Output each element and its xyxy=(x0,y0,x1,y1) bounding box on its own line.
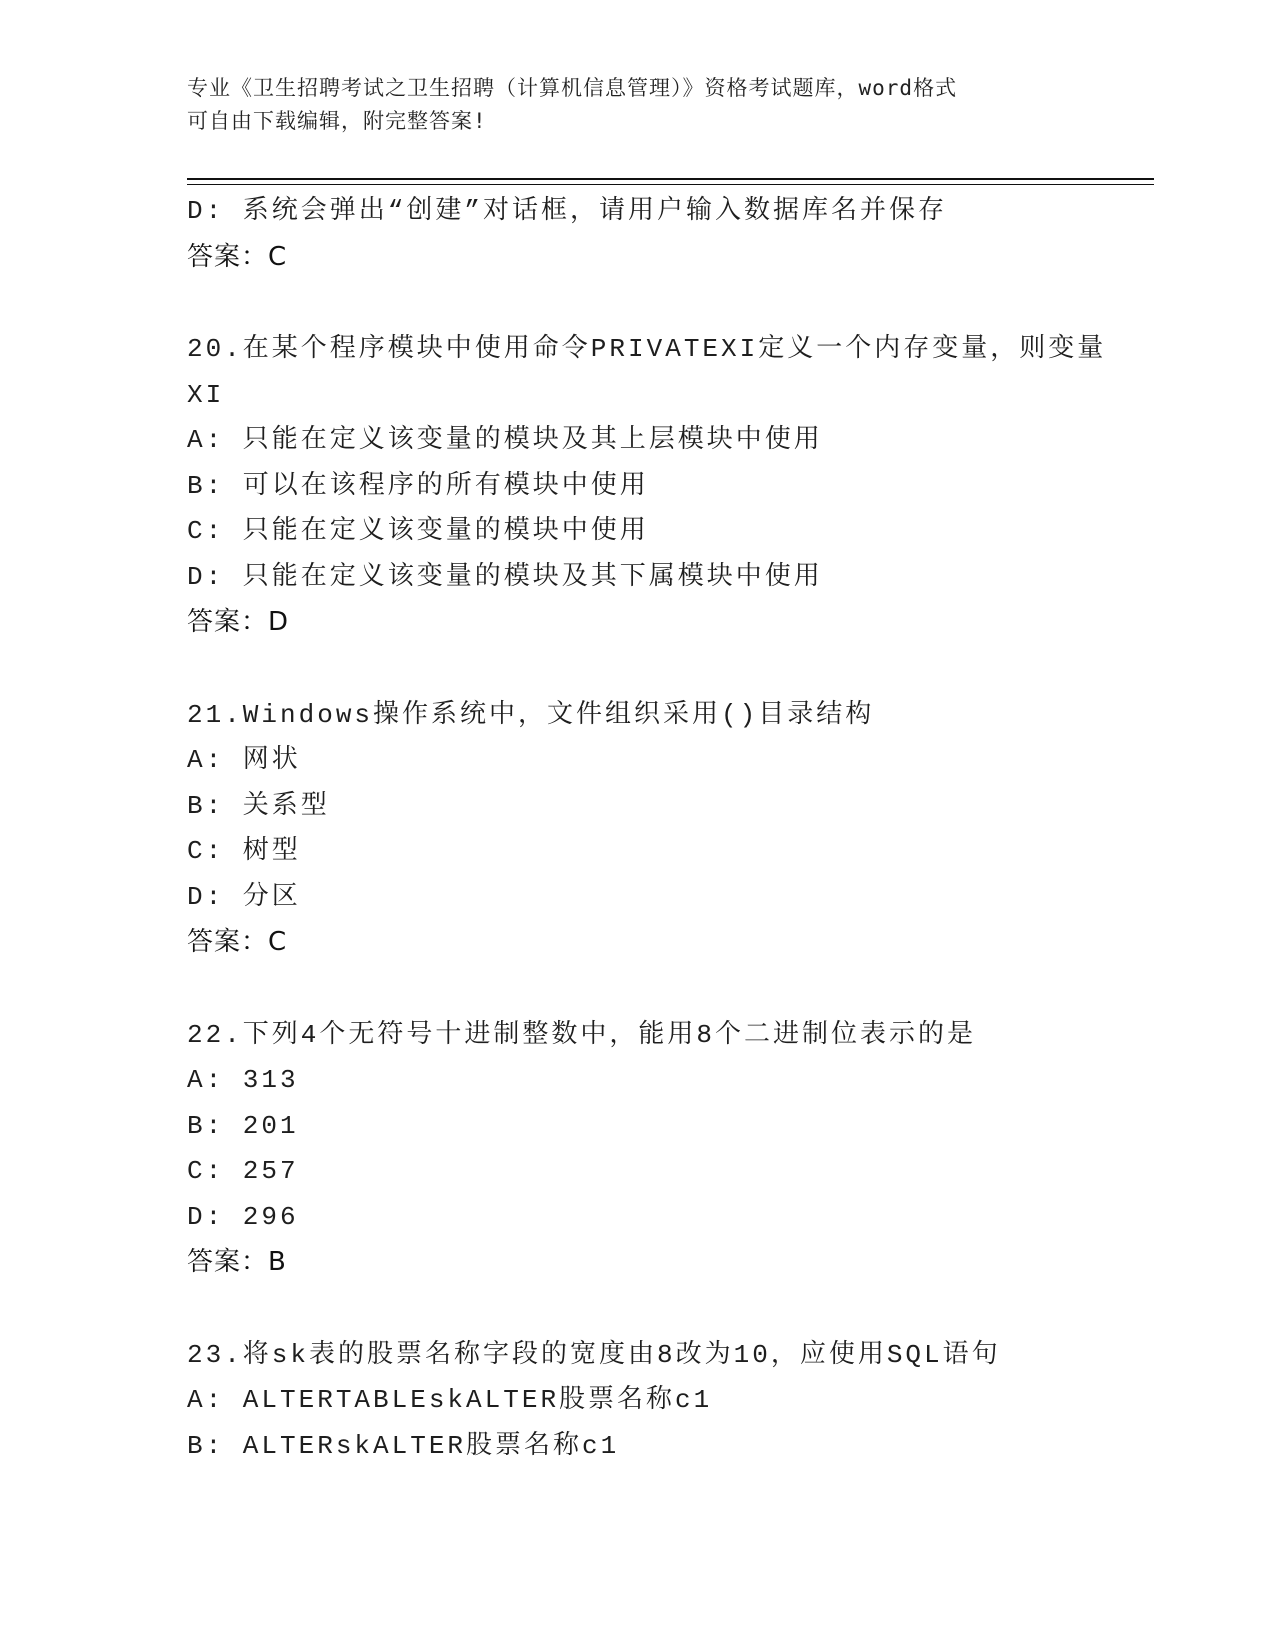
q21-option-d: D: 分区 xyxy=(187,881,301,912)
spacer xyxy=(187,646,1087,693)
q20-option-a: A: 只能在定义该变量的模块及其上层模块中使用 xyxy=(187,425,823,455)
q23-option-a: A: ALTERTABLEskALTER股票名称c1 xyxy=(187,1385,713,1415)
q21-question: 21.Windows操作系统中，文件组织采用()目录结构 xyxy=(187,699,875,730)
q21-option-a: A: 网状 xyxy=(187,745,301,775)
q20-option-d: D: 只能在定义该变量的模块及其下属模块中使用 xyxy=(187,561,823,592)
q22-option-a: A: 313 xyxy=(187,1065,299,1095)
q19-answer: 答案：C xyxy=(187,241,288,272)
question-20 xyxy=(187,327,1107,646)
spacer xyxy=(187,280,1087,327)
question-23 xyxy=(187,1333,1087,1470)
document-header xyxy=(187,72,1087,138)
q19-option-d: D: 系统会弹出“创建”对话框，请用户输入数据库名并保存 xyxy=(187,196,948,226)
q22-question: 22.下列4个无符号十进制整数中，能用8个二进制位表示的是 xyxy=(187,1019,977,1050)
q20-answer: 答案：D xyxy=(187,607,290,637)
q23-option-b: B: ALTERskALTER股票名称c1 xyxy=(187,1430,620,1461)
q20-question-line-1: 20.在某个程序模块中使用命令PRIVATEXI定义一个内存变量，则变量 xyxy=(187,334,1107,364)
q21-option-c: C: 树型 xyxy=(187,836,301,866)
q22-option-b: B: 201 xyxy=(187,1110,299,1141)
q20-option-b: B: 可以在该程序的所有模块中使用 xyxy=(187,470,649,501)
q22-answer: 答案：B xyxy=(187,1247,287,1277)
header-divider-thin xyxy=(187,184,1154,185)
header-line-1: 专业《卫生招聘考试之卫生招聘（计算机信息管理）》资格考试题库，word格式 xyxy=(187,76,958,100)
question-list xyxy=(187,189,1107,1469)
spacer xyxy=(187,966,1087,1013)
q23-question: 23.将sk表的股票名称字段的宽度由8改为10，应使用SQL语句 xyxy=(187,1339,1001,1370)
q21-option-b: B: 关系型 xyxy=(187,790,330,821)
q21-answer: 答案：C xyxy=(187,927,288,957)
header-line-2: 可自由下载编辑，附完整答案! xyxy=(187,109,487,133)
question-22 xyxy=(187,1013,1087,1286)
spacer xyxy=(187,1286,1087,1333)
q20-option-c: C: 只能在定义该变量的模块中使用 xyxy=(187,516,649,546)
q20-question-line-2: XI xyxy=(187,379,225,410)
question-21 xyxy=(187,693,1087,966)
question-19-tail xyxy=(187,189,1087,280)
q22-option-d: D: 296 xyxy=(187,1201,299,1232)
header-divider-thick xyxy=(187,178,1154,180)
q22-option-c: C: 257 xyxy=(187,1156,299,1186)
